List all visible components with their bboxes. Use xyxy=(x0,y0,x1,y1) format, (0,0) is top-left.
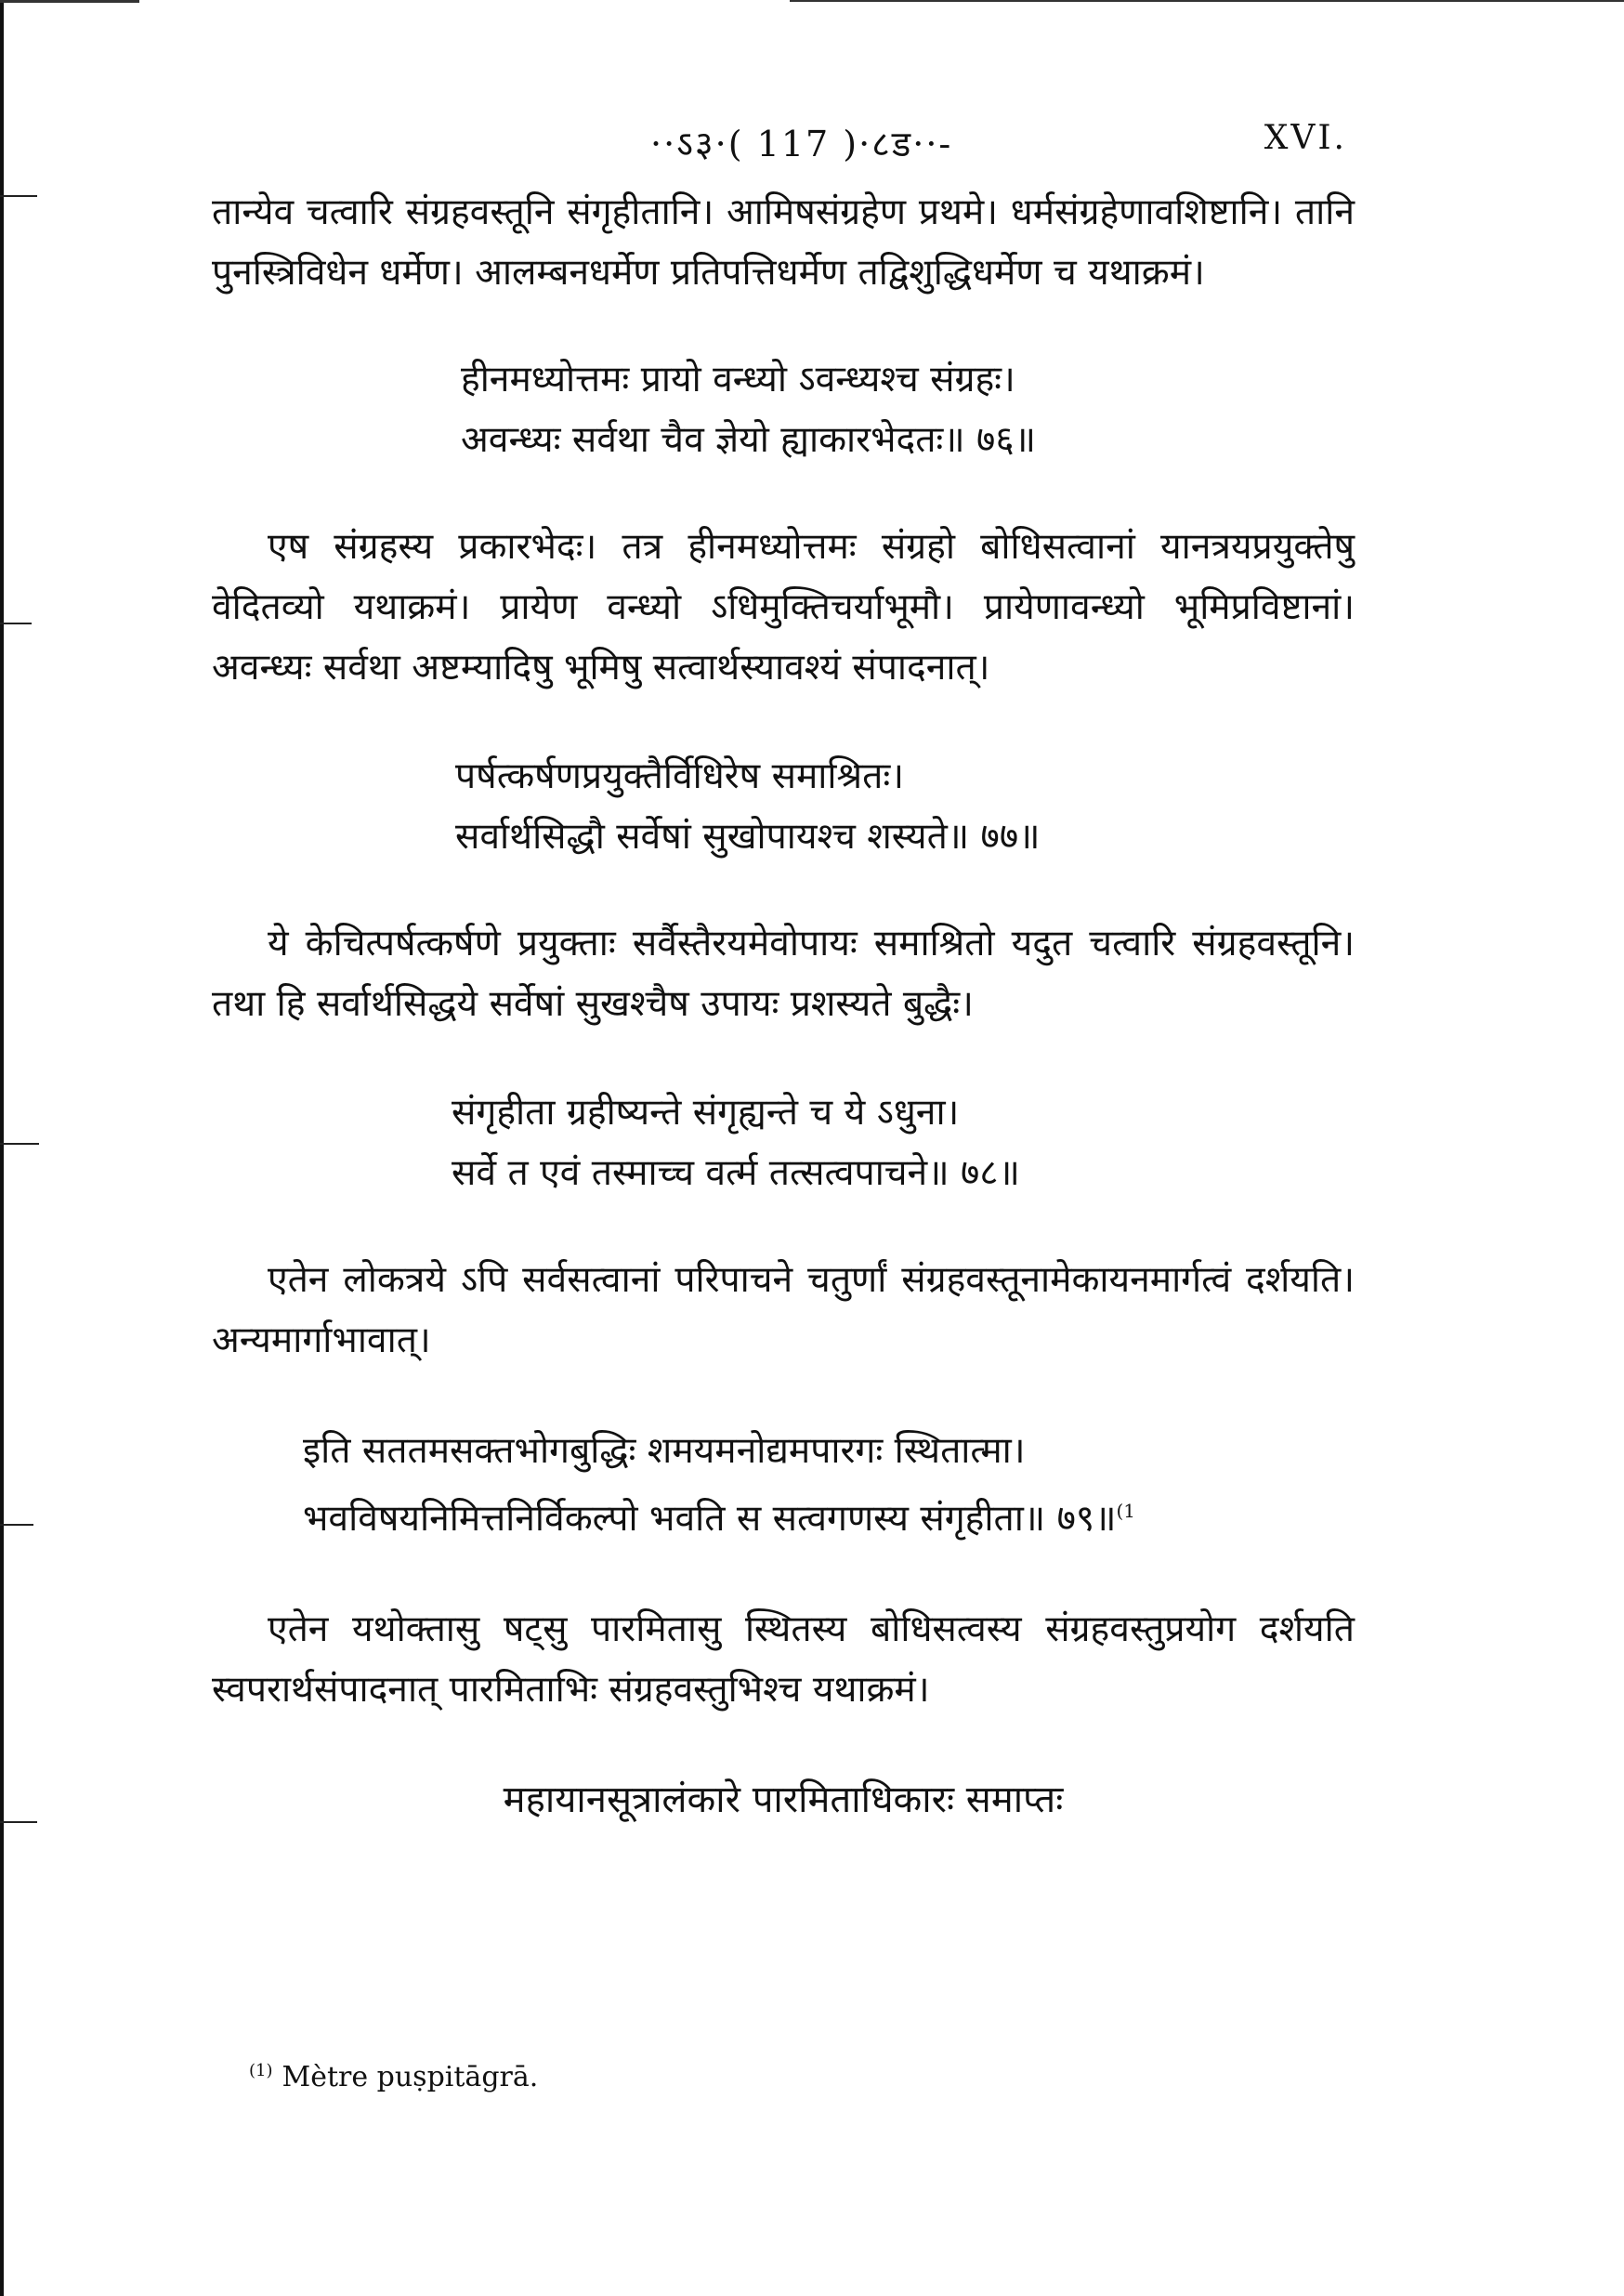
chapter-colophon: महायानसूत्रालंकारे पारमिताधिकारः समाप्तः xyxy=(503,1778,1064,1821)
page-header xyxy=(214,119,1347,165)
verse-76 xyxy=(461,349,1355,470)
verse-78-line-2: सर्वे त एवं तस्माच्च वर्त्म तत्सत्वपाचने॥ ७८॥ xyxy=(452,1152,1020,1194)
verse-79-line-2-text: भवविषयनिमित्तनिर्विकल्पो भवति स सत्वगणस्य संगृहीता॥ ७९॥ xyxy=(303,1498,1117,1540)
page-number: ··ऽ३·( 117 )·८ड··- xyxy=(650,124,953,164)
verse-79 xyxy=(303,1421,1355,1549)
paragraph-4: एतेन लोकत्रये ऽपि सर्वसत्वानां परिपाचने चतुर्णां संग्रहवस्तूनामेकायनमार्गत्वं दर्शयति। अन्यमार्गाभावात्। xyxy=(212,1259,1355,1361)
footnote-mark: (1) xyxy=(249,2061,273,2080)
verse-77-line-2: सर्वार्थसिद्धौ सर्वेषां सुखोपायश्च शस्यते॥ ७७॥ xyxy=(455,816,1041,858)
scan-left-edge xyxy=(0,0,59,2296)
paragraph-2: एष संग्रहस्य प्रकारभेदः। तत्र हीनमध्योत्तमः संग्रहो बोधिसत्वानां यानत्रयप्रयुक्तेषु वेदितव्यो यथाक्रमं। प्रायेण वन्ध्यो ऽधिमुक्तिचर्याभूमौ। प्रायेणावन्ध्यो भूमिप्रविष्टानां। अवन्ध्यः सर्वथा अष्टम्यादिषु भूमिषु सत्वार्थस्यावश्यं संपादनात्। xyxy=(212,526,1355,689)
page-body xyxy=(212,182,1355,1823)
footnote-reference: (1 xyxy=(1116,1500,1136,1522)
verse-76-line-1: हीनमध्योत्तमः प्रायो वन्ध्यो ऽवन्ध्यश्च संग्रहः। xyxy=(461,359,1015,400)
footnote-text: Mètre puṣpitāgrā. xyxy=(282,2061,539,2093)
verse-78-line-1: संगृहीता ग्रहीष्यन्ते संगृह्यन्ते च ये ऽधुना। xyxy=(452,1092,960,1134)
section-numeral: XVI. xyxy=(1264,119,1347,157)
scan-top-rule xyxy=(0,0,139,3)
paragraph-3: ये केचित्पर्षत्कर्षणे प्रयुक्ताः सर्वैस्तैरयमेवोपायः समाश्रितो यदुत चत्वारि संग्रहवस्तूनि। तथा हि सर्वार्थसिद्धये सर्वेषां सुखश्चैष उपायः प्रशस्यते बुद्धैः। xyxy=(212,923,1355,1025)
scan-edge-tick xyxy=(0,1821,37,1823)
scan-edge-tick xyxy=(0,195,37,197)
paragraph-5: एतेन यथोक्तासु षट्सु पारमितासु स्थितस्य बोधिसत्वस्य संग्रहवस्तुप्रयोग दर्शयति स्वपरार्थसंपादनात् पारमिताभिः संग्रहवस्तुभिश्च यथाक्रमं। xyxy=(212,1608,1355,1711)
verse-77 xyxy=(455,746,1355,867)
scan-edge-tick xyxy=(0,1524,33,1526)
scan-edge-tick xyxy=(0,623,32,624)
verse-78 xyxy=(452,1082,1355,1203)
footnote xyxy=(249,2061,538,2093)
scan-edge-tick xyxy=(0,1143,39,1145)
verse-77-line-1: पर्षत्कर्षणप्रयुक्तैर्विधिरेष समाश्रितः। xyxy=(455,755,905,797)
paragraph-1: तान्येव चत्वारि संग्रहवस्तूनि संगृहीतानि। आमिषसंग्रहेण प्रथमे। धर्मसंग्रहेणावशिष्टानि। तानि पुनस्त्रिविधेन धर्मेण। आलम्बनधर्मेण प्रतिपत्तिधर्मेण तद्विशुद्धिधर्मेण च यथाक्रमं। xyxy=(212,191,1355,294)
verse-79-line-1: इति सततमसक्तभोगबुद्धिः शमयमनोद्यमपारगः स्थितात्मा। xyxy=(303,1430,1026,1472)
scan-top-rule xyxy=(790,0,1624,2)
verse-79-line-2 xyxy=(303,1481,1355,1549)
verse-76-line-2: अवन्ध्यः सर्वथा चैव ज्ञेयो ह्याकारभेदतः॥ ७६॥ xyxy=(461,419,1036,461)
